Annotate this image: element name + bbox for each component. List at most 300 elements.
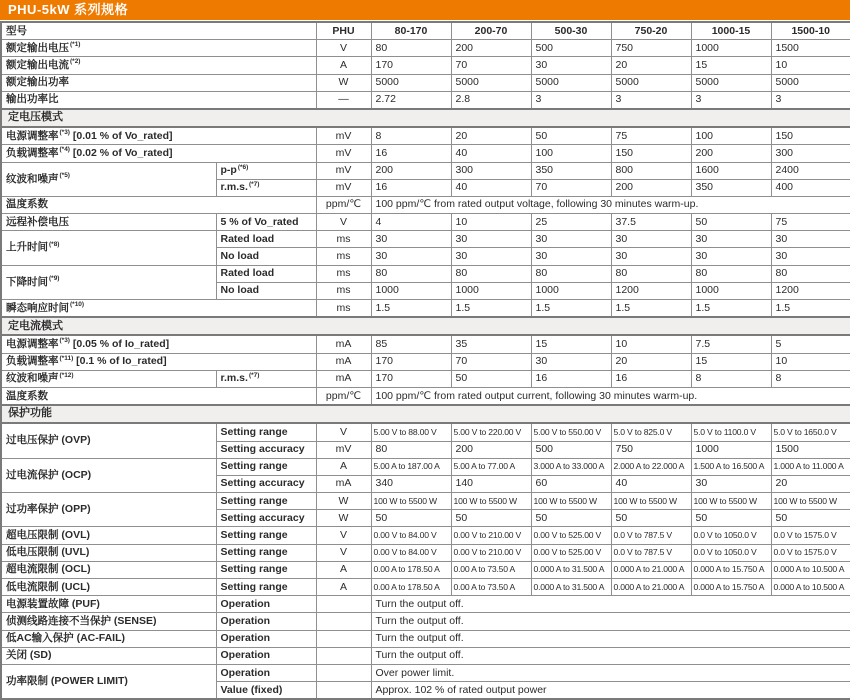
spec-label (1, 196, 316, 213)
spec-sublabel-text: p-p (220, 164, 237, 177)
spec-value: 3 (611, 91, 691, 109)
spec-value: 20 (611, 57, 691, 74)
spec-label (1, 353, 316, 370)
spec-value: 0.0 V to 1575.0 V (771, 527, 850, 544)
spec-label-text: 过功率保护 (OPP) (6, 503, 91, 516)
spec-row (1, 613, 850, 630)
spec-value: 85 (371, 335, 451, 353)
spec-value: 30 (611, 231, 691, 248)
spec-value: 5.0 V to 825.0 V (611, 423, 691, 441)
spec-value: 5000 (611, 74, 691, 91)
spec-value: 15 (691, 353, 771, 370)
spec-value: 5 (771, 335, 850, 353)
spec-unit: A (316, 579, 371, 596)
spec-unit (316, 613, 371, 630)
spec-unit: mA (316, 475, 371, 492)
series-title: PHU-5kW 系列规格 (8, 2, 129, 17)
spec-sublabel-text: Setting accuracy (220, 511, 305, 524)
spec-value: 30 (451, 248, 531, 265)
spec-value: 0.0 V to 1575.0 V (771, 544, 850, 561)
spec-unit: mV (316, 179, 371, 196)
spec-value: 2.8 (451, 91, 531, 109)
spec-sublabel (216, 579, 316, 596)
spec-value: 1000 (691, 282, 771, 299)
spec-sublabel (216, 682, 316, 700)
spec-table (0, 21, 850, 700)
spec-label-text: 额定输出电流 (6, 58, 69, 71)
spec-row (1, 196, 850, 213)
spec-value: 170 (371, 353, 451, 370)
spec-row (1, 630, 850, 647)
spec-sublabel-text: Setting range (220, 563, 288, 576)
spec-value: 20 (451, 127, 531, 145)
spec-label (1, 579, 216, 596)
spec-value: 5.00 V to 220.00 V (451, 423, 531, 441)
spec-unit: W (316, 493, 371, 510)
spec-sublabel-text: 5 % of Vo_rated (220, 215, 299, 228)
model-header-1500-10: 1500-10 (771, 22, 850, 40)
footnote-marker: (*7) (248, 180, 260, 188)
section-header: 定电流模式 (1, 317, 850, 335)
spec-value: 0.000 A to 31.500 A (531, 579, 611, 596)
spec-value: 500 (531, 40, 611, 57)
footnote-marker: (*6) (237, 163, 249, 171)
footnote-marker: (*5) (59, 172, 70, 180)
spec-unit (316, 682, 371, 700)
spec-value: 10 (771, 353, 850, 370)
spec-unit: W (316, 510, 371, 527)
spec-value-span: Turn the output off. (371, 596, 850, 613)
spec-value: 500 (531, 441, 611, 458)
spec-value: 100 (531, 145, 611, 162)
spec-unit: V (316, 40, 371, 57)
spec-value: 350 (691, 179, 771, 196)
spec-label (1, 145, 316, 162)
spec-value: 80 (531, 265, 611, 282)
spec-label-text: 过电压保护 (OVP) (6, 434, 91, 447)
header-row (1, 22, 850, 40)
spec-value-span: 100 ppm/℃ from rated output voltage, following 30 minutes warm-up. (371, 196, 850, 213)
spec-label-text: 额定输出电压 (6, 41, 69, 54)
spec-unit: ms (316, 282, 371, 299)
spec-value: 50 (451, 370, 531, 387)
series-title-bar (0, 0, 850, 20)
spec-label-text: 纹波和噪声 (6, 172, 59, 185)
spec-value: 30 (531, 353, 611, 370)
spec-value: 800 (611, 162, 691, 179)
spec-value: 80 (371, 40, 451, 57)
spec-value: 0.000 A to 10.500 A (771, 561, 850, 578)
spec-row (1, 40, 850, 57)
spec-sublabel (216, 370, 316, 387)
spec-label (1, 387, 316, 405)
spec-row (1, 265, 850, 282)
spec-value: 50 (611, 510, 691, 527)
spec-sublabel (216, 179, 316, 196)
spec-label-text: 温度系数 (6, 389, 48, 402)
spec-label (1, 544, 216, 561)
spec-value: 7.5 (691, 335, 771, 353)
spec-value: 30 (691, 248, 771, 265)
spec-value: 170 (371, 370, 451, 387)
spec-value: 350 (531, 162, 611, 179)
footnote-marker: (*3) (59, 129, 70, 137)
spec-sublabel-text: Operation (220, 614, 271, 627)
spec-value: 750 (611, 40, 691, 57)
spec-sublabel-text: Operation (220, 632, 271, 645)
footnote-marker: (*10) (70, 301, 85, 309)
spec-row (1, 579, 850, 596)
spec-value: 5.00 V to 88.00 V (371, 423, 451, 441)
spec-label-text: 瞬态响应时间 (6, 301, 69, 314)
spec-value: 0.00 A to 178.50 A (371, 579, 451, 596)
spec-value: 0.000 A to 15.750 A (691, 579, 771, 596)
spec-label-tail: [0.01 % of Vo_rated] (69, 129, 173, 142)
spec-value: 30 (691, 231, 771, 248)
spec-value: 2400 (771, 162, 850, 179)
spec-value: 0.0 V to 1050.0 V (691, 527, 771, 544)
spec-value: 50 (691, 214, 771, 231)
spec-label-text: 输出功率比 (6, 93, 59, 106)
spec-row (1, 57, 850, 74)
spec-value: 30 (691, 475, 771, 492)
spec-value: 40 (611, 475, 691, 492)
spec-value: 0.000 A to 31.500 A (531, 561, 611, 578)
spec-value: 0.00 A to 73.50 A (451, 561, 531, 578)
spec-value: 0.00 V to 210.00 V (451, 544, 531, 561)
spec-value: 0.000 A to 15.750 A (691, 561, 771, 578)
spec-value: 16 (611, 370, 691, 387)
spec-value: 50 (771, 510, 850, 527)
spec-label-text: 负载调整率 (6, 355, 59, 368)
spec-unit: mV (316, 162, 371, 179)
spec-value: 140 (451, 475, 531, 492)
spec-sublabel (216, 214, 316, 231)
footnote-marker: (*9) (49, 275, 60, 283)
spec-table-body (1, 40, 850, 700)
spec-value: 16 (371, 179, 451, 196)
spec-value: 2.72 (371, 91, 451, 109)
spec-value: 400 (771, 179, 850, 196)
spec-value: 200 (611, 179, 691, 196)
spec-value-span: 100 ppm/℃ from rated output current, following 30 minutes warm-up. (371, 387, 850, 405)
spec-label-text: 超电流限制 (OCL) (6, 563, 91, 576)
spec-row (1, 458, 850, 475)
spec-label (1, 664, 216, 699)
spec-row (1, 561, 850, 578)
spec-sublabel-text: Setting range (220, 580, 288, 593)
spec-unit: mA (316, 335, 371, 353)
spec-label (1, 527, 216, 544)
spec-label (1, 335, 316, 353)
model-header-750-20: 750-20 (611, 22, 691, 40)
spec-unit: mV (316, 145, 371, 162)
spec-sublabel-text: Setting accuracy (220, 443, 305, 456)
spec-value: 300 (771, 145, 850, 162)
spec-value: 0.000 A to 10.500 A (771, 579, 850, 596)
spec-value: 200 (371, 162, 451, 179)
spec-label (1, 493, 216, 527)
spec-label-tail: [0.05 % of Io_rated] (69, 337, 170, 350)
spec-label-tail: [0.1 % of Io_rated] (73, 355, 167, 368)
spec-unit: A (316, 458, 371, 475)
spec-sublabel-text: Setting range (220, 460, 288, 473)
model-header-80-170: 80-170 (371, 22, 451, 40)
spec-sublabel (216, 265, 316, 282)
spec-sublabel (216, 596, 316, 613)
spec-value: 1000 (691, 40, 771, 57)
spec-value: 25 (531, 214, 611, 231)
spec-sublabel (216, 162, 316, 179)
spec-value: 30 (371, 248, 451, 265)
spec-unit: V (316, 423, 371, 441)
spec-label-text: 远程补偿电压 (6, 215, 69, 228)
section-header: 定电压模式 (1, 109, 850, 127)
spec-label (1, 300, 316, 318)
spec-unit: ppm/℃ (316, 196, 371, 213)
spec-value: 5.00 A to 187.00 A (371, 458, 451, 475)
spec-row (1, 527, 850, 544)
spec-label-text: 低电流限制 (UCL) (6, 580, 90, 593)
spec-label (1, 91, 316, 109)
spec-sublabel-text: Setting range (220, 546, 288, 559)
spec-sublabel (216, 647, 316, 664)
spec-value: 100 W to 5500 W (691, 493, 771, 510)
spec-value: 1000 (531, 282, 611, 299)
spec-row (1, 214, 850, 231)
spec-value: 1200 (611, 282, 691, 299)
spec-value: 8 (691, 370, 771, 387)
spec-row (1, 370, 850, 387)
spec-value: 15 (531, 335, 611, 353)
spec-label-text: 侦测线路连接不当保护 (SENSE) (6, 614, 157, 627)
spec-sublabel-text: Setting accuracy (220, 477, 305, 490)
spec-value: 3 (771, 91, 850, 109)
spec-label (1, 265, 216, 299)
spec-sublabel (216, 527, 316, 544)
spec-sublabel-text: Setting range (220, 425, 288, 438)
spec-unit (316, 664, 371, 681)
spec-sublabel (216, 441, 316, 458)
spec-value: 50 (691, 510, 771, 527)
spec-value: 5.00 A to 77.00 A (451, 458, 531, 475)
spec-row (1, 423, 850, 441)
spec-label (1, 231, 216, 265)
spec-sublabel-text: No load (220, 250, 259, 263)
spec-sublabel (216, 493, 316, 510)
footnote-marker: (*1) (70, 41, 81, 49)
spec-sublabel-text: Rated load (220, 232, 275, 245)
spec-value: 0.0 V to 1050.0 V (691, 544, 771, 561)
spec-unit (316, 596, 371, 613)
spec-value-span: Over power limit. (371, 664, 850, 681)
spec-value: 30 (451, 231, 531, 248)
spec-value: 40 (451, 145, 531, 162)
spec-sublabel (216, 458, 316, 475)
spec-label (1, 74, 316, 91)
spec-value: 10 (611, 335, 691, 353)
spec-row (1, 74, 850, 91)
spec-value: 10 (451, 214, 531, 231)
spec-unit: mA (316, 353, 371, 370)
spec-value: 200 (451, 40, 531, 57)
spec-row (1, 145, 850, 162)
spec-sublabel (216, 282, 316, 299)
spec-unit: ms (316, 248, 371, 265)
spec-value: 0.000 A to 21.000 A (611, 561, 691, 578)
spec-label-text: 电源调整率 (6, 129, 59, 142)
spec-value: 15 (691, 57, 771, 74)
spec-value: 37.5 (611, 214, 691, 231)
spec-value: 1000 (691, 441, 771, 458)
spec-sublabel (216, 248, 316, 265)
spec-value: 5000 (771, 74, 850, 91)
spec-value: 8 (771, 370, 850, 387)
spec-value: 0.00 V to 84.00 V (371, 527, 451, 544)
spec-sublabel-text: Value (fixed) (220, 683, 283, 696)
spec-value: 80 (691, 265, 771, 282)
spec-value: 1600 (691, 162, 771, 179)
spec-value: 150 (771, 127, 850, 145)
spec-value: 200 (691, 145, 771, 162)
spec-value: 1500 (771, 40, 850, 57)
spec-value: 100 W to 5500 W (611, 493, 691, 510)
spec-row (1, 353, 850, 370)
footnote-marker: (*11) (59, 354, 74, 362)
spec-value: 35 (451, 335, 531, 353)
spec-label-text: 下降时间 (6, 275, 48, 288)
spec-value: 60 (531, 475, 611, 492)
spec-value: 50 (451, 510, 531, 527)
spec-value-span: Turn the output off. (371, 630, 850, 647)
spec-value: 1.5 (691, 300, 771, 318)
spec-label-text: 电源调整率 (6, 337, 59, 350)
spec-row (1, 493, 850, 510)
spec-label (1, 630, 216, 647)
spec-label (1, 370, 216, 387)
spec-value: 1000 (451, 282, 531, 299)
spec-value: 5000 (451, 74, 531, 91)
spec-unit: ppm/℃ (316, 387, 371, 405)
spec-sublabel (216, 664, 316, 681)
spec-value: 1.5 (531, 300, 611, 318)
spec-label (1, 214, 216, 231)
spec-sublabel (216, 475, 316, 492)
spec-label-text: 过电流保护 (OCP) (6, 468, 92, 481)
section-row (1, 405, 850, 423)
spec-sublabel (216, 630, 316, 647)
spec-row (1, 335, 850, 353)
spec-sublabel-text: Operation (220, 666, 271, 679)
spec-value: 200 (451, 441, 531, 458)
spec-row (1, 387, 850, 405)
spec-value: 3 (691, 91, 771, 109)
spec-unit: W (316, 74, 371, 91)
model-header-500-30: 500-30 (531, 22, 611, 40)
spec-label (1, 423, 216, 458)
spec-value: 2.000 A to 22.000 A (611, 458, 691, 475)
spec-value: 0.0 V to 787.5 V (611, 527, 691, 544)
spec-value: 1.5 (771, 300, 850, 318)
spec-value: 70 (531, 179, 611, 196)
spec-label-text: 负载调整率 (6, 146, 59, 159)
spec-value: 30 (531, 57, 611, 74)
spec-label (1, 561, 216, 578)
spec-unit: mA (316, 370, 371, 387)
spec-value: 5000 (691, 74, 771, 91)
model-header-200-70: 200-70 (451, 22, 531, 40)
section-row (1, 109, 850, 127)
spec-value: 3 (531, 91, 611, 109)
spec-value: 50 (371, 510, 451, 527)
spec-sublabel-text: No load (220, 284, 259, 297)
spec-value: 20 (771, 475, 850, 492)
spec-value: 0.00 V to 84.00 V (371, 544, 451, 561)
spec-unit (316, 630, 371, 647)
spec-label-text: 关闭 (SD) (6, 649, 52, 662)
spec-value: 100 W to 5500 W (771, 493, 850, 510)
spec-value: 340 (371, 475, 451, 492)
spec-value: 0.000 A to 21.000 A (611, 579, 691, 596)
spec-value: 30 (531, 248, 611, 265)
spec-value: 1.5 (611, 300, 691, 318)
spec-value: 30 (771, 231, 850, 248)
spec-unit: V (316, 214, 371, 231)
spec-value: 1200 (771, 282, 850, 299)
spec-value: 40 (451, 179, 531, 196)
spec-sublabel (216, 561, 316, 578)
footnote-marker: (*7) (248, 371, 260, 379)
spec-value: 80 (451, 265, 531, 282)
spec-sublabel (216, 544, 316, 561)
spec-value: 1.5 (451, 300, 531, 318)
spec-label (1, 127, 316, 145)
spec-row (1, 231, 850, 248)
spec-value: 0.00 V to 210.00 V (451, 527, 531, 544)
spec-value: 50 (531, 127, 611, 145)
spec-sublabel (216, 231, 316, 248)
footnote-marker: (*12) (59, 371, 74, 379)
spec-value: 75 (771, 214, 850, 231)
spec-value: 20 (611, 353, 691, 370)
unit-column-header: PHU (316, 22, 371, 40)
spec-label-text: 超电压限制 (OVL) (6, 529, 90, 542)
spec-sublabel-text: r.m.s. (220, 181, 248, 194)
spec-value: 75 (611, 127, 691, 145)
spec-sublabel-text: Operation (220, 597, 271, 610)
model-column-header: 型号 (1, 22, 316, 40)
spec-label (1, 647, 216, 664)
spec-value: 30 (611, 248, 691, 265)
footnote-marker: (*4) (59, 146, 70, 154)
spec-unit: ms (316, 231, 371, 248)
spec-unit: V (316, 527, 371, 544)
spec-value: 170 (371, 57, 451, 74)
spec-label-text: 电源装置故障 (PUF) (6, 597, 100, 610)
spec-sublabel-text: Setting range (220, 494, 288, 507)
section-row (1, 317, 850, 335)
spec-sublabel (216, 613, 316, 630)
footnote-marker: (*2) (70, 58, 81, 66)
spec-value: 1000 (371, 282, 451, 299)
spec-value: 80 (611, 265, 691, 282)
spec-label (1, 57, 316, 74)
spec-unit: ms (316, 265, 371, 282)
spec-value: 3.000 A to 33.000 A (531, 458, 611, 475)
spec-value: 70 (451, 353, 531, 370)
footnote-marker: (*8) (49, 240, 60, 248)
spec-value: 5000 (371, 74, 451, 91)
